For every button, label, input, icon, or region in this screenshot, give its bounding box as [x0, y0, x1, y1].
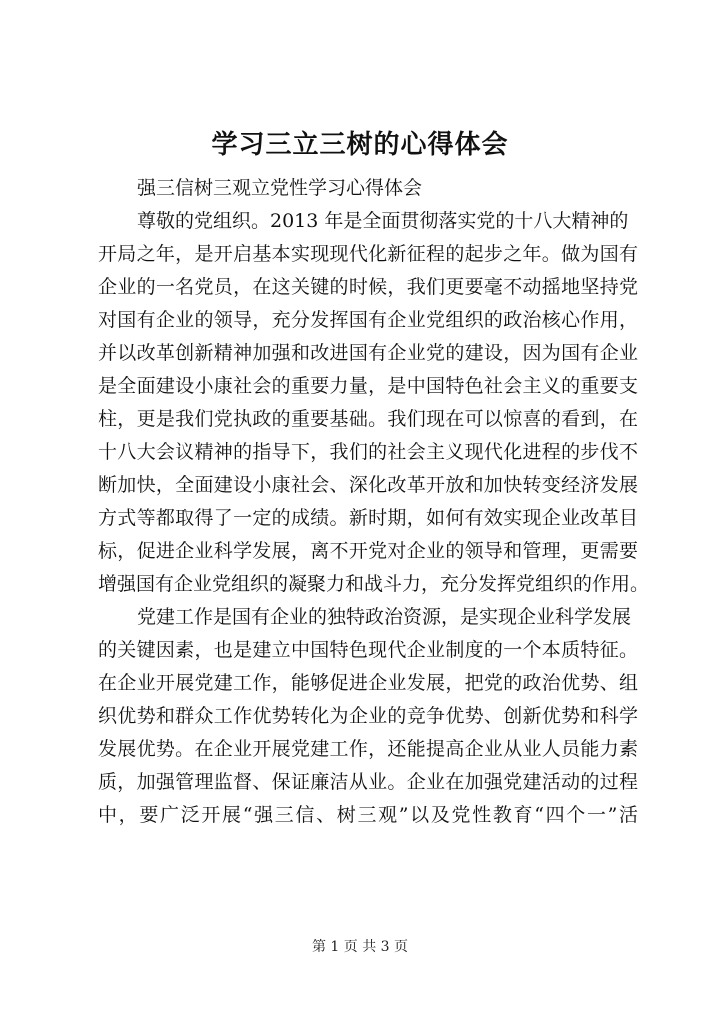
paragraph-line: 柱，更是我们党执政的重要基础。我们现在可以惊喜的看到，在	[98, 408, 638, 430]
paragraph-line: 的关键因素，也是建立中国特色现代企业制度的一个本质特征。	[98, 639, 638, 661]
page-footer: 第 1 页 共 3 页	[311, 939, 409, 955]
document-subtitle: 强三信树三观立党性学习心得体会	[137, 177, 423, 199]
paragraph-line: 十八大会议精神的指导下，我们的社会主义现代化进程的步伐不	[98, 441, 638, 463]
paragraph-line: 方式等都取得了一定的成绩。新时期，如何有效实现企业改革目	[98, 507, 638, 529]
paragraph-line: 在企业开展党建工作，能够促进企业发展，把党的政治优势、组	[98, 672, 638, 694]
paragraph-line: 对国有企业的领导，充分发挥国有企业党组织的政治核心作用，	[98, 309, 638, 331]
paragraph-line: 织优势和群众工作优势转化为企业的竞争优势、创新优势和科学	[98, 705, 638, 727]
paragraph-line: 是全面建设小康社会的重要力量，是中国特色社会主义的重要支	[98, 375, 638, 397]
paragraph-line: 党建工作是国有企业的独特政治资源，是实现企业科学发展	[137, 606, 632, 628]
paragraph-line: 发展优势。在企业开展党建工作，还能提高企业从业人员能力素	[98, 738, 638, 760]
paragraph-line: 增强国有企业党组织的凝聚力和战斗力，充分发挥党组织的作用。	[98, 573, 650, 595]
paragraph-line: 质，加强管理监督、保证廉洁从业。企业在加强党建活动的过程	[98, 771, 638, 793]
paragraph-line: 开局之年，是开启基本实现现代化新征程的起步之年。做为国有	[98, 243, 638, 265]
paragraph-line: 断加快，全面建设小康社会、深化改革开放和加快转变经济发展	[98, 474, 638, 496]
document-title: 学习三立三树的心得体会	[211, 130, 509, 160]
paragraph-line: 尊敬的党组织。2013 年是全面贯彻落实党的十八大精神的	[137, 210, 629, 232]
paragraph-line: 企业的一名党员，在这关键的时候，我们更要毫不动摇地坚持党	[98, 276, 638, 298]
paragraph-line: 并以改革创新精神加强和改进国有企业党的建设，因为国有企业	[98, 342, 638, 364]
paragraph-line: 标，促进企业科学发展，离不开党对企业的领导和管理，更需要	[98, 540, 638, 562]
paragraph-line: 中，要广泛开展“强三信、树三观”以及党性教育“四个一”活	[98, 804, 638, 826]
